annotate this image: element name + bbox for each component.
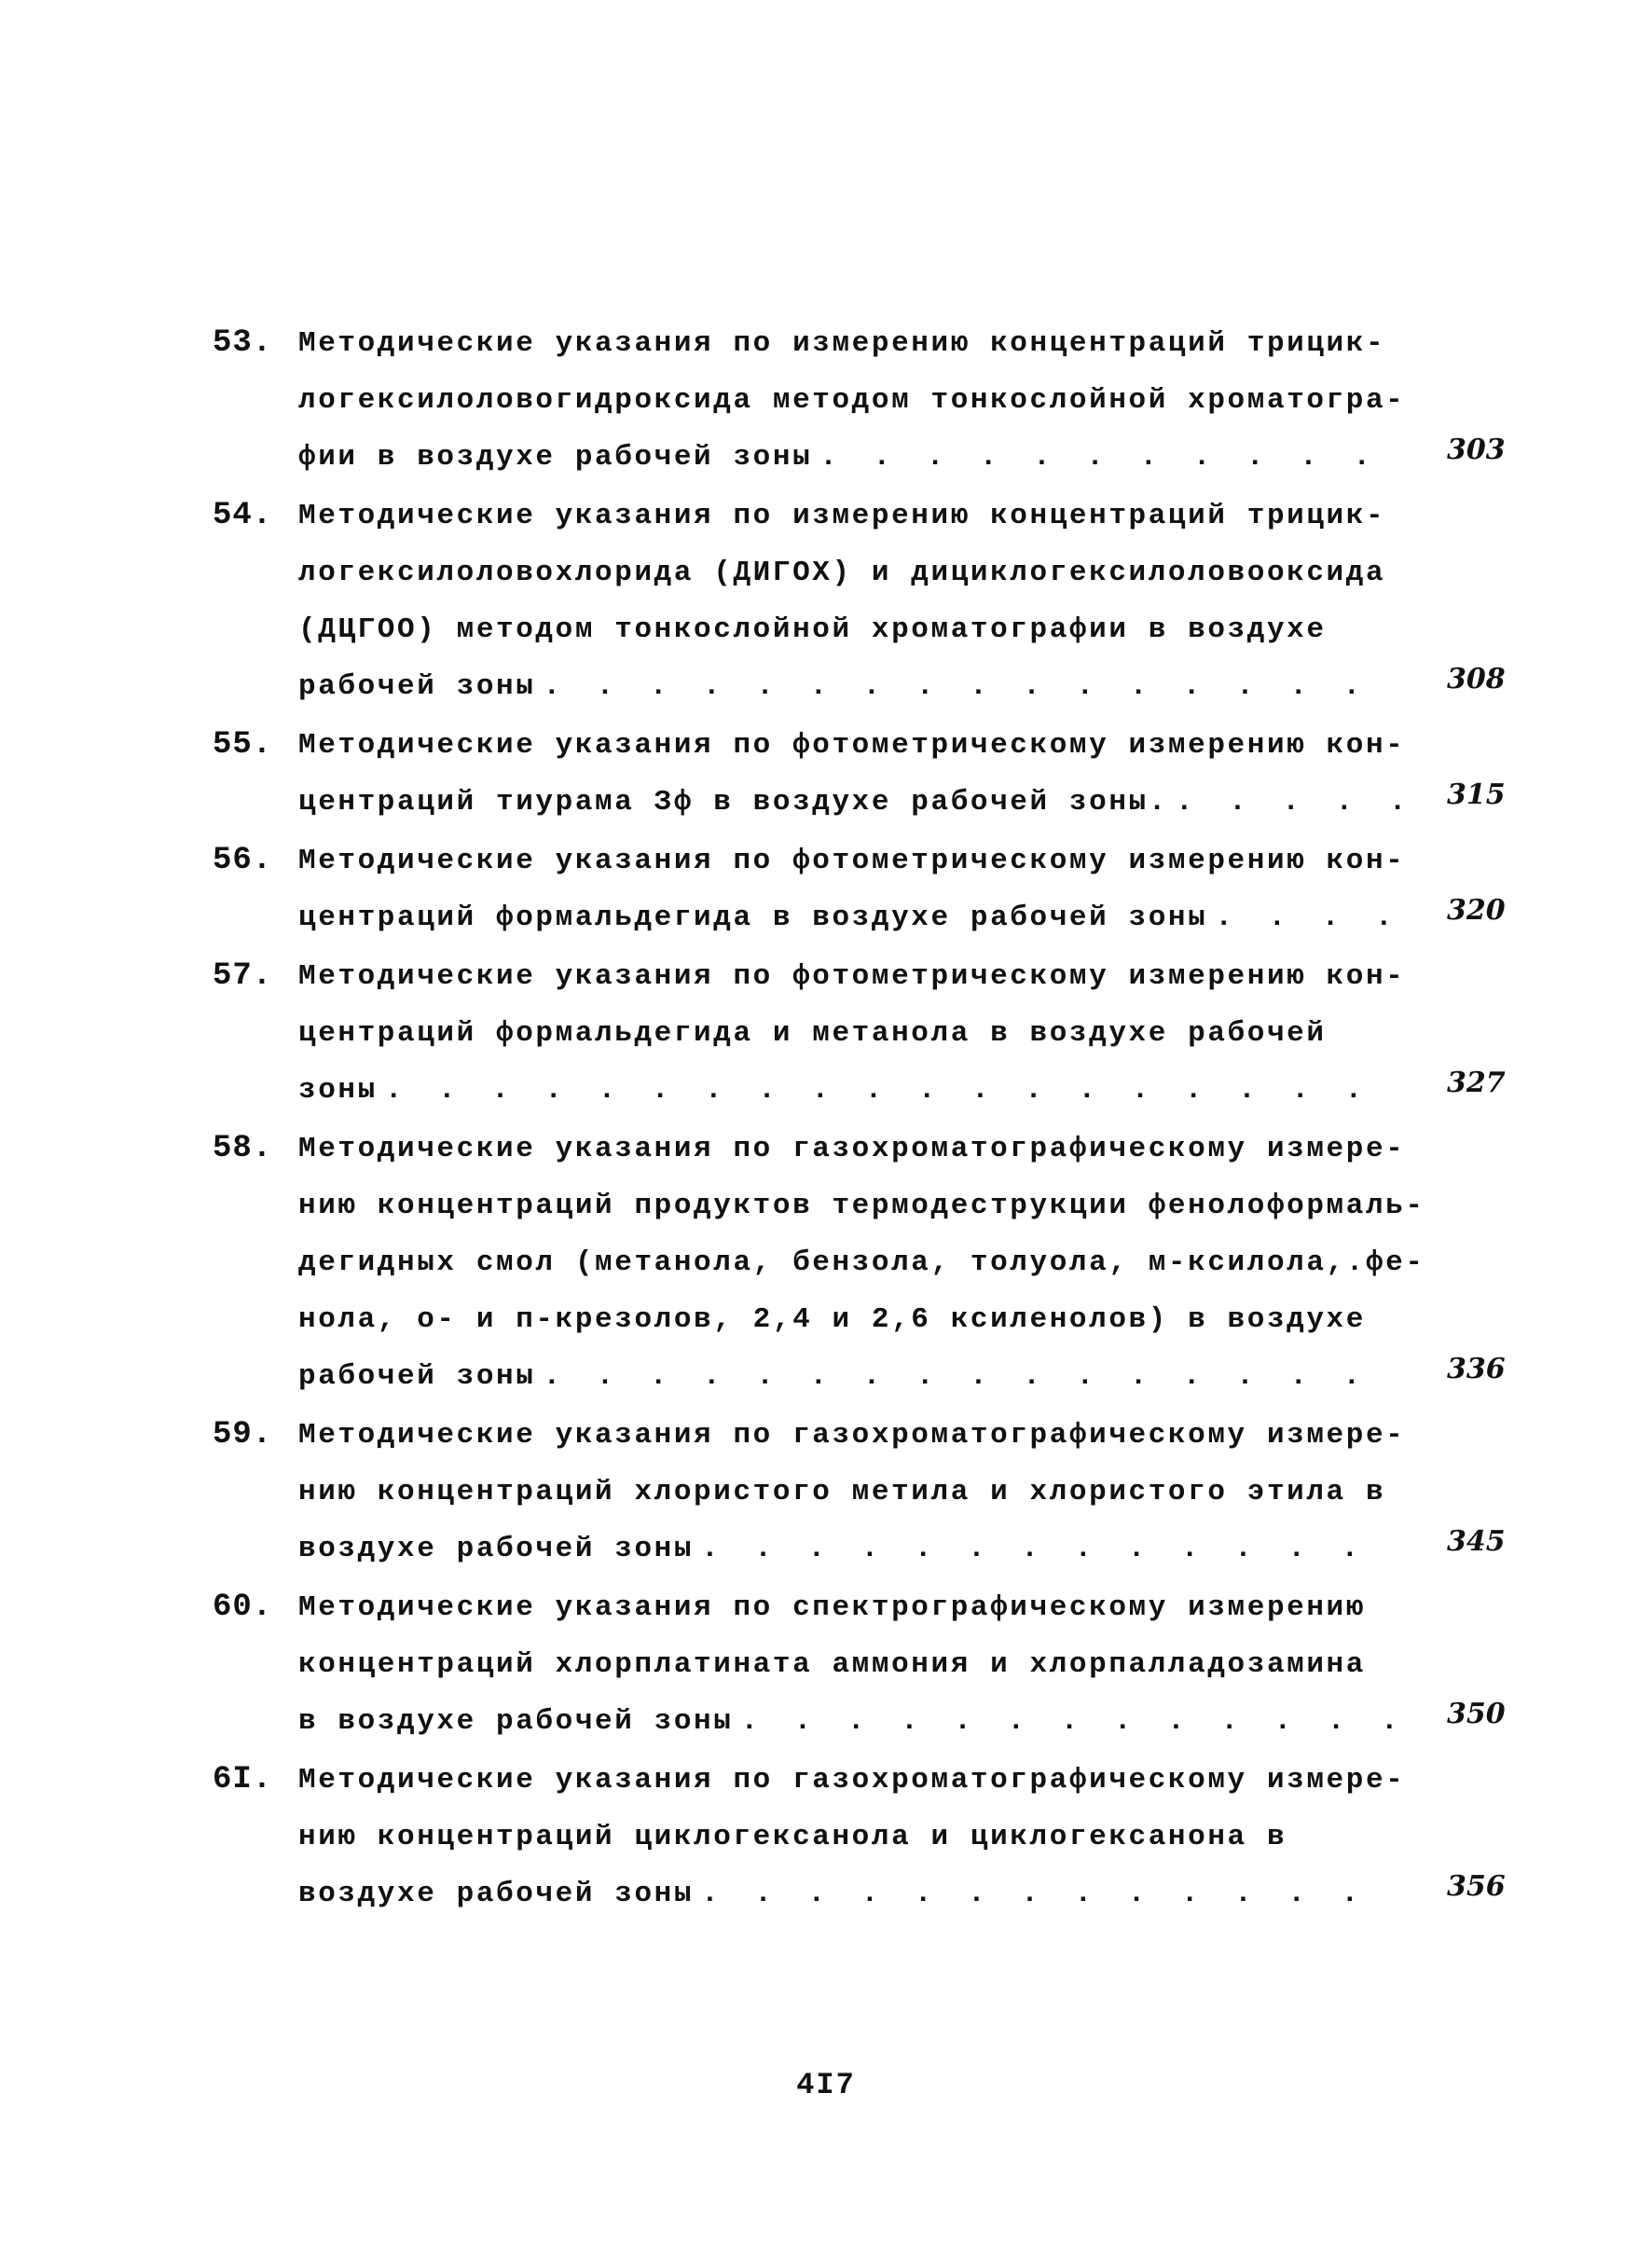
toc-entry-title-line: Методические указания по измерению концентраций трицик- (298, 327, 1386, 360)
toc-entry-title-text: рабочей зоны (298, 670, 536, 703)
toc-entry-page-number: 350 (1447, 1698, 1506, 1730)
toc-entry-title-line: логексилоловогидроксида методом тонкослойной хроматогра- (298, 384, 1406, 417)
toc-entry-title-text: центраций формальдегида в воздухе рабочей зоны (298, 902, 1208, 934)
toc-entry-title-line: нола, о- и п-крезолов, 2,4 и 2,6 ксиленолов) в воздухе (298, 1303, 1366, 1336)
dot-leader (1176, 774, 1400, 831)
toc-entry-number: 60. (213, 1590, 273, 1625)
toc-entry (213, 1407, 1506, 1577)
dot-leader (819, 429, 1400, 486)
dot-leader (701, 1521, 1400, 1577)
dot-leader (740, 1693, 1400, 1750)
toc-entry-page-number: 327 (1447, 1067, 1506, 1099)
toc-entry (213, 1579, 1506, 1750)
toc-entry-number: 53. (213, 325, 273, 361)
page-number: 4I7 (796, 2068, 856, 2102)
toc-entry-page-number: 320 (1447, 894, 1506, 927)
toc-entry-title-line: нию концентраций хлористого метила и хлористого этила в (298, 1476, 1386, 1508)
toc-entry (213, 488, 1506, 715)
dot-leader (385, 1062, 1400, 1119)
toc-entry (213, 1752, 1506, 1922)
toc-entry-title-text: зоны (298, 1074, 378, 1107)
toc-entry-title-text: фии в воздухе рабочей зоны (298, 441, 813, 474)
toc-entry-title-line (298, 1348, 1408, 1405)
toc-entry-title-line (298, 1062, 1408, 1119)
toc-entry-number: 57. (213, 958, 273, 994)
toc-entry-title-line: Методические указания по измерению концентраций трицик- (298, 500, 1386, 532)
toc-entry-title-line (298, 429, 1408, 486)
toc-entry (213, 1121, 1506, 1405)
toc-entry-page-number: 336 (1447, 1353, 1506, 1385)
toc-entry (213, 833, 1506, 946)
toc-entry-page-number: 356 (1447, 1870, 1506, 1903)
toc-entry-number: 6I. (213, 1762, 273, 1797)
toc-entry-title-line (298, 1866, 1408, 1922)
toc-entry-page-number: 303 (1447, 434, 1506, 466)
toc-entry-number: 54. (213, 498, 273, 533)
toc-entry-title-line: Методические указания по фотометрическому измерению кон- (298, 729, 1406, 762)
toc-entry-title-line (298, 1693, 1408, 1750)
toc-entry-number: 59. (213, 1417, 273, 1453)
toc-entry-title-text: центраций тиурама Зф в воздухе рабочей зоны. (298, 786, 1168, 819)
toc-entry-title-line: (ДЦГОО) методом тонкослойной хроматографии в воздухе (298, 613, 1327, 646)
toc-entry-title-line: Методические указания по фотометрическому измерению кон- (298, 845, 1406, 877)
toc-entry-title-line: Методические указания по газохроматографическому измере- (298, 1419, 1406, 1452)
toc-entry-title-text: воздухе рабочей зоны (298, 1533, 695, 1565)
toc-entry-page-number: 308 (1447, 663, 1506, 695)
dot-leader (543, 658, 1400, 715)
toc-entry (213, 315, 1506, 486)
toc-entry (213, 948, 1506, 1119)
toc-entry (213, 717, 1506, 831)
toc-entry-title-text: рабочей зоны (298, 1360, 536, 1393)
toc-entry-page-number: 315 (1447, 778, 1506, 811)
toc-entry-title-line: Методические указания по газохроматографическому измере- (298, 1764, 1406, 1797)
toc-entry-number: 56. (213, 843, 273, 878)
table-of-contents (213, 315, 1506, 1924)
toc-entry-title-line: концентраций хлорплатината аммония и хлорпалладозамина (298, 1648, 1366, 1681)
toc-entry-title-line: логексилоловохлорида (ДИГОХ) и дициклогексилоловооксида (298, 557, 1386, 589)
toc-entry-title-line: Методические указания по фотометрическому измерению кон- (298, 960, 1406, 993)
toc-entry-page-number: 345 (1447, 1525, 1506, 1558)
toc-entry-title-line (298, 1521, 1408, 1577)
toc-entry-title-line (298, 889, 1408, 946)
toc-entry-title-line: Методические указания по спектрографическому измерению (298, 1591, 1366, 1624)
dot-leader (543, 1348, 1400, 1405)
dot-leader (701, 1866, 1400, 1922)
toc-entry-title-line: центраций формальдегида и метанола в воздухе рабочей (298, 1017, 1327, 1050)
toc-entry-title-text: воздухе рабочей зоны (298, 1878, 695, 1910)
toc-entry-title-line: нию концентраций циклогексанола и циклогексанона в (298, 1821, 1287, 1853)
toc-entry-title-line: Методические указания по газохроматографическому измере- (298, 1133, 1406, 1165)
toc-entry-title-line: нию концентраций продуктов термодеструкции фенолоформаль- (298, 1190, 1425, 1222)
toc-entry-number: 55. (213, 727, 273, 763)
dot-leader (1215, 889, 1400, 946)
toc-entry-title-line (298, 658, 1408, 715)
toc-entry-title-line: дегидных смол (метанола, бензола, толуола, м-ксилола,.фе- (298, 1246, 1425, 1279)
toc-entry-title-line (298, 774, 1408, 831)
toc-entry-title-text: в воздухе рабочей зоны (298, 1705, 734, 1738)
toc-entry-number: 58. (213, 1131, 273, 1166)
